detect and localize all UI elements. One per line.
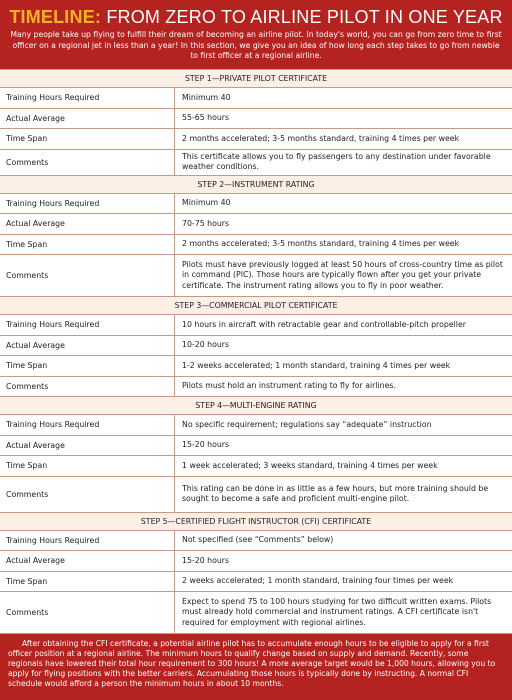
row-value: 15-20 hours	[182, 555, 230, 565]
table-row	[0, 315, 512, 336]
page-title	[8, 6, 504, 28]
table-row	[0, 592, 512, 634]
step-heading: STEP 1—PRIVATE PILOT CERTIFICATE	[0, 70, 512, 88]
row-value: 1-2 weeks accelerated; 1 month standard, training 4 times per week	[182, 360, 451, 370]
row-label: Comments	[0, 377, 175, 397]
row-value: 70-75 hours	[182, 218, 230, 228]
row-label: Training Hours Required	[0, 531, 175, 551]
table-row	[0, 477, 512, 513]
table-row	[0, 356, 512, 377]
table-row	[0, 235, 512, 256]
row-label: Comments	[0, 592, 175, 633]
row-label: Comments	[0, 477, 175, 512]
row-label: Time Span	[0, 572, 175, 592]
title-rest: FROM ZERO TO AIRLINE PILOT IN ONE YEAR	[106, 7, 503, 27]
row-label: Time Span	[0, 129, 175, 149]
table-row	[0, 194, 512, 215]
row-label: Actual Average	[0, 214, 175, 234]
row-label: Training Hours Required	[0, 315, 175, 335]
table-row	[0, 214, 512, 235]
step-heading: STEP 2—INSTRUMENT RATING	[0, 176, 512, 194]
row-value: Pilots must have previously logged at least 50 hours of cross-country time as pilot in command (PIC). Those hours are typically flown after you get your private certificate. The instrument rating allows you to fly in poor weather.	[182, 259, 503, 290]
row-label: Actual Average	[0, 336, 175, 356]
row-value: 2 weeks accelerated; 1 month standard, training four times per week	[182, 576, 454, 585]
row-value: Expect to spend 75 to 100 hours studying for two difficult written exams. Pilots must already hold commercial and instrument ratings. A CFI certificate isn't required for employment with regional airlines.	[182, 596, 492, 627]
table-row	[0, 377, 512, 398]
table-row	[0, 415, 512, 436]
row-label: Training Hours Required	[0, 194, 175, 214]
row-value: 10 hours in aircraft with retractable gear and controllable-pitch propeller	[182, 319, 466, 329]
row-value: 2 months accelerated; 3-5 months standard, training 4 times per week	[182, 133, 460, 143]
step-heading: STEP 4—MULTI-ENGINE RATING	[0, 397, 512, 415]
table-row	[0, 336, 512, 357]
row-label: Time Span	[0, 456, 175, 476]
row-label: Comments	[0, 255, 175, 296]
table-row	[0, 255, 512, 297]
timeline-table	[0, 69, 512, 634]
table-row	[0, 531, 512, 552]
table-row	[0, 109, 512, 130]
row-label: Training Hours Required	[0, 88, 175, 108]
table-row	[0, 436, 512, 457]
row-label: Comments	[0, 150, 175, 175]
row-value: 1 week accelerated; 3 weeks standard, training 4 times per week	[182, 460, 438, 470]
row-label: Actual Average	[0, 109, 175, 129]
table-row	[0, 88, 512, 109]
row-label: Training Hours Required	[0, 415, 175, 435]
row-value: This certificate allows you to fly passengers to any destination under favorable weather conditions.	[182, 151, 491, 171]
row-value: Minimum 40	[182, 92, 231, 102]
footer-text: After obtaining the CFI certificate, a potential airline pilot has to accumulate enough hours to be eligible to apply for a first officer position at a regional airline. The minimum hours to qualify change based on supply and demand. Recently, some regionals have lowered their total hour requirement to 300 hours! A more average target would be 1,000 hours, allowing you to apply for flying positions with the better carriers. Accumulating those hours is typically done by instructing. A normal CFI schedule would afford a person the minimum hours in about 10 months.	[8, 639, 496, 688]
row-value: Minimum 40	[182, 198, 231, 207]
row-value: 2 months accelerated; 3-5 months standard, training 4 times per week	[182, 239, 460, 248]
intro-text: Many people take up flying to fulfill their dream of becoming an airline pilot. In today's world, you can go from zero time to first officer on a regional jet in less than a year! In this section, we give you an idea of how long each step takes to go from newbie to first officer at a regional airline.	[10, 30, 502, 60]
row-value: Not specified (see “Comments” below)	[182, 535, 334, 544]
row-label: Time Span	[0, 356, 175, 376]
row-value: Pilots must hold an instrument rating to fly for airlines.	[182, 381, 396, 390]
header	[0, 0, 512, 69]
step-heading: STEP 5—CERTIFIED FLIGHT INSTRUCTOR (CFI) CERTIFICATE	[0, 513, 512, 531]
title-accent: TIMELINE:	[9, 7, 102, 27]
row-label: Actual Average	[0, 551, 175, 571]
row-label: Actual Average	[0, 436, 175, 456]
row-label: Time Span	[0, 235, 175, 255]
table-row	[0, 150, 512, 176]
step-heading: STEP 3—COMMERCIAL PILOT CERTIFICATE	[0, 297, 512, 315]
row-value: 10-20 hours	[182, 340, 230, 349]
table-row	[0, 456, 512, 477]
row-value: This rating can be done in as little as a few hours, but more training should be sought to become a safe and proficient multi-engine pilot.	[182, 483, 489, 503]
row-value: 55-65 hours	[182, 113, 230, 122]
table-row	[0, 551, 512, 572]
table-row	[0, 572, 512, 593]
table-row	[0, 129, 512, 150]
row-value: No specific requirement; regulations say “adequate” instruction	[182, 419, 432, 429]
row-value: 15-20 hours	[182, 440, 230, 449]
